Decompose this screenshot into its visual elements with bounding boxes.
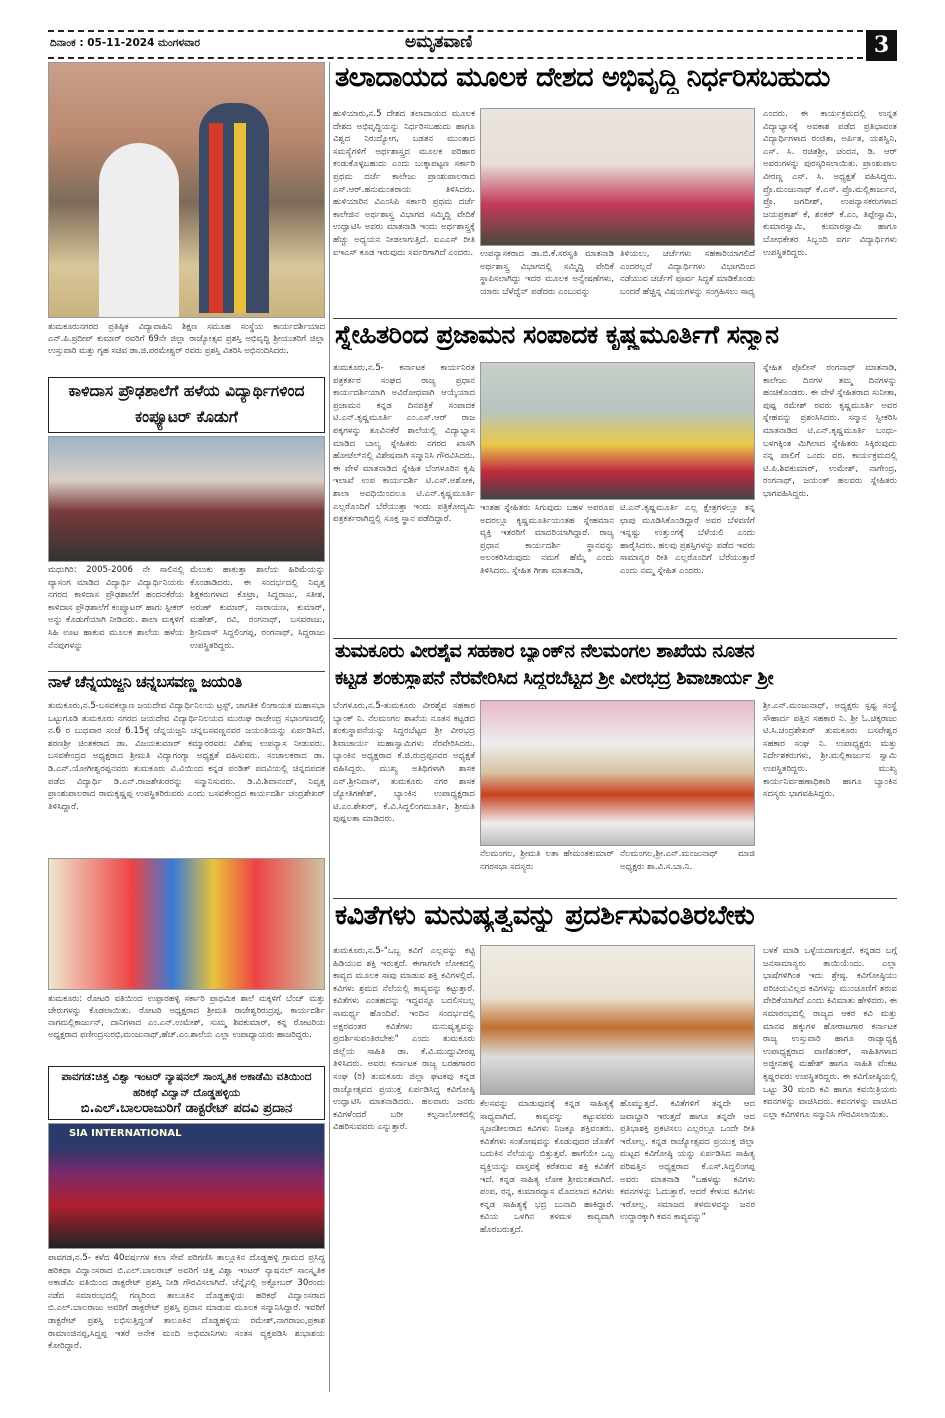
article-text: ಶ್ರೀ.ಎನ್.ಮಂಜುನಾಥ್, ಅಧ್ಯಕ್ಷರು ಸ್ಪಷ್ಟ ಸಂಸ್ಥೆ ಸೌಹಾರ್ದ ಪತ್ತಿನ ಸಹಕಾರ ನಿ. ಶ್ರೀ ಓ.ಚಿಕ್ಕರಾಜು ಟಿ.ಸಿ.ಚಂದ್ರಶೇಖರ್ ತುಮಕೂರು ಬಸವೇಶ್ವರ ಸಹಕಾರ ಸಂಘ ನಿ. ಉಪಾಧ್ಯಕ್ಷರು ಮತ್ತು ನಿರ್ದೇಶಕರುಗಳು, ಶ್ರೀ.ಮಲ್ಲಿಕಾರ್ಜುನ ಸ್ವಾಮಿ ಉಪಸ್ಥಿತರಿದ್ದರು. ಮುಖ್ಯ ಕಾರ್ಯನಿರ್ವಹಣಾಧಿಕಾರಿ ಹಾಗೂ ಬ್ಯಾಂಕಿನ ಸದಸ್ಯರು ಭಾಗವಹಿಸಿದ್ದರು. [763,701,897,800]
article-text: ಎಂದರು. ಈ ಕಾರ್ಯಕ್ರಮದಲ್ಲಿ ಉನ್ನತ ವಿದ್ಯಾಭ್ಯಾಸಕ್ಕೆ ಅವಕಾಶ ಪಡೆದ ಪ್ರತಿಭಾವಂತ ವಿದ್ಯಾರ್ಥಿಗಳಾದ ರಂಜಿತಾ, ಅರ್ಪಿತ, ಯಶಸ್ವಿನಿ, ಎಸ್. ಸಿ. ರಚಿತಶ್ರೀ, ಚಂದನ, ಡಿ. ಆರ್ ಅವರುಗಳನ್ನು ಪುರಸ್ಕರಿಸಲಾಯಿತು. ಪ್ರಾಂಶುಪಾಲ ವೀರಣ್ಣ ಎಸ್. ಸಿ. ಅಧ್ಯಕ್ಷತೆ ವಹಿಸಿದ್ದರು. ಪ್ರೊ.ಮಂಜುನಾಥ್ ಕೆ.ಎಸ್. ಪ್ರೊ.ಮಲ್ಲಿಕಾರ್ಜುನ, ಪ್ರೊ. ಜಗದೀಶ್, ಉಪನ್ಯಾಸಕರುಗಳಾದ ಜಯಪ್ರಕಾಶ್ ಕೆ, ಶಂಕರ್ ಕೆ.ಎಂ, ತಿಪ್ಪೇಸ್ವಾಮಿ, ಕುಮಾರಸ್ವಾಮಿ, ಕುಮಾರಸ್ವಾಮಿ ಹಾಗೂ ಬೋಧಕೇತರ ಸಿಬ್ಬಂದಿ ವರ್ಗ ವಿದ್ಯಾರ್ಥಿಗಳು ಉಪಸ್ಥಿತರಿದ್ದರು. [763,109,897,258]
article-text: ಮೆಲುಕು ಹಾಕುತ್ತಾ ಶಾಲೆಯ ಹಿರಿಮೆಯನ್ನು ಕೊಂಡಾಡಿದರು. ಈ ಸಂದರ್ಭದಲ್ಲಿ ನಿವೃತ್ತ ಶಿಕ್ಷಕರುಗಳಾದ ಕೊಟ್ರಾ, ಸಿದ್ದರಾಜು, ಸತೀಶ, ಅರುಣ್ ಕುಮಾರ್, ನಾರಾಯಣ, ಕುಮಾರ್, ಮಹೇಶ್, ರವಿ, ರಂಗನಾಥ್, ಬಸವರಾಜು, ಶ್ರೀನಿವಾಸ್ ಸಿದ್ದಲಿಂಗಪ್ಪ, ರಂಗನಾಥ್, ಸಿದ್ದರಾಜು ಉಪಸ್ಥಿತರಿದ್ದರು. [190,565,325,651]
article-text: ನೆಲಮಂಗಲ, ಶ್ರೀಮತಿ ಲತಾ ಹೇಮಂತಕುಮಾರ್ ನಗರಸಭಾ ಸದಸ್ಯರು [480,849,614,872]
photo-students-felicitation [480,108,755,246]
headline-text: ಪಾವಗಡ:ಚಿತ್ತ ವಿಶ್ವಾ ಇಂಟರ್ ನ್ಯಾಷನಲ್ ಸಾಂಸ್ಕೃತಿಕ ಅಕಾಡೆಮಿ ವತಿಯಿಂದ ಹರಿಕಥೆ ವಿದ್ವಾನ್ ದೊಡ್ಡಹಳ್ಳಿಯ [61,1071,312,1099]
article-text: ಟಿ.ಎನ್.ಕೃಷ್ಣಮೂರ್ತಿ ಎಲ್ಲ ಕ್ಷೇತ್ರಗಳಲ್ಲೂ ತನ್ನ ಛಾಪು ಮೂಡಿಸಿಕೊಂಡಿದ್ದಾರೆ ಅವರ ಬೆಳವಣಿಗೆ ಇನ್ನಷ್ಟು ಉತ್ತುಂಗಕ್ಕೆ ಬೆಳೆಯಲಿ ಎಂದು ಹಾರೈಸಿದರು. ಹಲವು ಪ್ರಶಸ್ತಿಗಳನ್ನು ಪಡೆದ ಇವರು ಸಾಮಾನ್ಯರ ರೀತಿ ಎಲ್ಲರೊಂದಿಗೆ ಬೆರೆಯುತ್ತಾರೆ ಎಂದು ನಮ್ಮ ಸ್ನೇಹಿತ ಎಂದರು. [620,503,755,576]
headline-per-capita: ತಲಾದಾಯದ ಮೂಲಕ ದೇಶದ ಅಭಿವೃದ್ಧಿ ನಿರ್ಧರಿಸಬಹುದು [335,62,830,93]
article-text: ಹುಳಿಯಾರು,ನ.5 ದೇಶದ ತಲಾದಾಯದ ಮೂಲಕ ದೇಶದ ಅಭಿವೃದ್ಧಿಯನ್ನು ನಿರ್ಧರಿಸಬಹುದು ಹಾಗೂ ವಿಶ್ವದ ನಿರುದ್ಯೋಗ, ಬಡತನ ಮುಂತಾದ ಸಮಸ್ಯೆಗಳಿಗೆ ಅರ್ಥಶಾಸ್ತ್ರದ ಮೂಲಕ ಪರಿಹಾರ ಕಂಡುಕೊಳ್ಳಬಹುದು ಎಂದು ಬುಕ್ಕಾಪಟ್ಟಣ ಸರ್ಕಾರಿ ಪ್ರಥಮ ದರ್ಜೆ ಕಾಲೇಜು ಪ್ರಾಂಶುಪಾಲರಾದ ಎಸ್.ಆರ್.ಹನುಮಂತರಾಯ ತಿಳಿಸಿದರು. ಹುಳಿಯಾರಿನ ವಿಎಂಸಿಪಿ ಸರ್ಕಾರಿ ಪ್ರಥಮ ದರ್ಜೆ ಕಾಲೇಜಿನ ಅರ್ಥಶಾಸ್ತ್ರ ವಿಭಾಗದ ಸಮ್ಮಿದ್ದಿ ವೇದಿಕೆ ಉದ್ಘಾಟಿಸಿ ಅವರು ಮಾತನಾಡಿ ಇಂದು ಅರ್ಥಶಾಸ್ತ್ರಕ್ಕೆ ಹೆಚ್ಚು ಅಧ್ಯಯನ ನೀಡಲಾಗುತ್ತಿದೆ. ಐಎಎಸ್ ರೀತಿ ಐಇಎಸ್ ಕೂಡ ಇರುವುದು ಸರ್ವರಿಗಾಗಿದೆ ಎಂದರು. [333,109,475,258]
headline-doctorate [48,1066,325,1120]
photo-doctorate [48,1123,325,1249]
article-text: ಬೆಂಗಳೂರು,ನ.5-ತುಮಕೂರು ವೀರಶೈವ ಸಹಕಾರ ಬ್ಯಾಂಕ್ ನಿ. ನೆಲಮಂಗಲ ಶಾಖೆಯ ನೂತನ ಕಟ್ಟಡದ ಶಂಕುಸ್ಥಾಪನೆಯನ್ನು ಸಿದ್ದರಬೆಟ್ಟದ ಶ್ರೀ ವೀರಭದ್ರ ಶಿವಾಚಾರ್ಯ ಮಹಾಸ್ವಾಮಿಗಳು ನೆರವೇರಿಸಿದರು. ಬ್ಯಾಂಕಿನ ಅಧ್ಯಕ್ಷರಾದ ಕೆ.ಜಿ.ರುದ್ರಪ್ಪನವರ ಅಧ್ಯಕ್ಷತೆ ವಹಿಸಿದ್ದರು. ಮುಖ್ಯ ಅತಿಥಿಗಳಾಗಿ ಶಾಸಕ ಎನ್.ಶ್ರೀನಿವಾಸ್, ತುಮಕೂರು ನಗರ ಶಾಸಕ ಜ್ಯೋತಿಗಣೇಶ್, ಬ್ಯಾಂಕಿನ ಉಪಾಧ್ಯಕ್ಷರಾದ ಟಿ.ಎಂ.ಶೇಖರ್, ಕೆ.ವಿ.ಸಿದ್ದಲಿಂಗಮೂರ್ತಿ, ಶ್ರೀಮತಿ ಪುಷ್ಪಲತಾ ಮಾಡಿದರು. [333,701,475,825]
headline-bank-branch: ತುಮಕೂರು ವೀರಶೈವ ಸಹಕಾರ ಬ್ಯಾಂಕ್‌ನ ನೆಲಮಂಗಲ ಶಾಖೆಯ ನೂತನ [335,640,755,662]
article-text: ಕೆಲಸವನ್ನು ಮಾಡುವುದಕ್ಕೆ ಕನ್ನಡ ಸಾಹಿತ್ಯಕ್ಕೆ ಸಾಧ್ಯವಾಗಿದೆ. ಕಾವ್ಯವನ್ನು ಕಟ್ಟುವವರು ಸೃಜನಶೀಲರಾದ ಕವಿಗಳು ನಿಜಕ್ಕೂ ಶಕ್ತಿವಂತರು. ಕವಿತೆಗಳು ಸಂತೋಷವನ್ನು ಕೊಡುವುದರ ಜೊತೆಗೆ ಬದುಕಿನ ನೆಲೆಯನ್ನು ಬಿತ್ತುತ್ತವೆ. ಹಾಗೆಯೇ ಒಬ್ಬ ವ್ಯಕ್ತಿಯನ್ನು ವಾಸ್ತವಕ್ಕೆ ಕರೆತರುವ ಶಕ್ತಿ ಕವಿತೆಗೆ ಇದೆ. ಕನ್ನಡ ಸಾಹಿತ್ಯ ಲೋಕ ಶ್ರೀಮಂತವಾಗಿದೆ. ಪಂಪ, ರನ್ನ, ಕುಮಾರವ್ಯಾಸ ಮೊದಲಾದ ಕವಿಗಳು ಕನ್ನಡ ಸಾಹಿತ್ಯಕ್ಕೆ ಭದ್ರ ಬುನಾದಿ ಹಾಕಿದ್ದಾರೆ. ಕವಿಯ ಒಳಗಿನ ತಳಮಳ ಕಾವ್ಯವಾಗಿ ಹೊರಬರುತ್ತದೆ. [480,1099,614,1235]
photo-award-ceremony [48,62,325,318]
divider [333,898,897,899]
issue-date: ದಿನಾಂಕ : 05-11-2024 ಮಂಗಳವಾರ [50,37,201,49]
photo-computer-donation [48,436,325,562]
article-text: ಸ್ನೇಹಿತ ಪೊಲೀಸ್ ರಂಗನಾಥ್ ಮಾತನಾಡಿ, ಕಾಲೇಜು ದಿನಗಳ ತಮ್ಮ ದಿನಗಳನ್ನು ಹಂಚಿಕೊಂಡರು. ಈ ವೇಳೆ ಸ್ನೇಹಿತರಾದ ಸುನೀತಾ, ಪುಷ್ಪ ರಮೇಶ್ ರವರು ಕೃಷ್ಣಮೂರ್ತಿ ಅವರ ಸ್ನೇಹವನ್ನು ಪ್ರಶಂಸಿಸಿದರು. ಸನ್ಮಾನ ಸ್ವೀಕರಿಸಿ ಮಾತನಾಡಿದ ಟಿ.ಎನ್.ಕೃಷ್ಣಮೂರ್ತಿ ಬಂಧು-ಬಳಗಕ್ಕಿಂತ ಮಿಗಿಲಾದ ಸ್ನೇಹಿತರು ಸಿಕ್ಕಿರುವುದು ನನ್ನ ಪಾಲಿಗೆ ಒಂದು ವರ. ಕಾರ್ಯಕ್ರಮದಲ್ಲಿ ಟಿ.ಪಿ.ಶಿವಕುಮಾರ್, ಉಮೇಶ್, ನಾಗೇಂದ್ರ, ರಂಗನಾಥ್, ಜಯಂತ್ ಹಲವರು ಸ್ನೇಹಿತರು ಭಾಗವಹಿಸಿದ್ದರು. [763,363,897,499]
article-text: ತುಮಕೂರು,ನ.5- ಕರ್ನಾಟಕ ಕಾರ್ಯನಿರತ ಪತ್ರಕರ್ತರ ಸಂಘದ ರಾಜ್ಯ ಪ್ರಧಾನ ಕಾರ್ಯದರ್ಶಿಯಾಗಿ ಅವಿರೋಧವಾಗಿ ಆಯ್ಕೆಯಾದ ಪ್ರಜಾಮನ ಕನ್ನಡ ದಿನಪತ್ರಿಕೆ ಸಂಪಾದಕ ಟಿ.ಎನ್.ಕೃಷ್ಣಮೂರ್ತಿ ಎಂ.ಎಸ್.ಆರ್ ರಾಜ ಪಕ್ಕಗಳನ್ನು ತೂವಿನಕೆರೆ ಶಾಲೆಯಲ್ಲಿ ವಿದ್ಯಾಭ್ಯಾಸ ಮಾಡಿದ ಬಾಲ್ಯ ಸ್ನೇಹಿತರು ನಗರದ ಖಾಸಗಿ ಹೋಟೆಲ್‌ನಲ್ಲಿ ವಿಶೇಷವಾಗಿ ಸನ್ಮಾನಿಸಿ ಗೌರವಿಸಿದರು. ಈ ವೇಳೆ ಮಾತನಾಡಿದ ಸ್ನೇಹಿತ ಬೆಂಗಳೂರಿನ ಕೃಷಿ ಇಲಾಖೆ ಉಪ ಕಾರ್ಯದರ್ಶಿ ಟಿ.ಎಸ್.ಅಶೋಕ, ಶಾಲಾ ಅವಧಿಯಿಂದಲೂ ಟಿ.ಎನ್.ಕೃಷ್ಣಮೂರ್ತಿ ಎಲ್ಲರೊಂದಿಗೆ ಬೆರೆಯುತ್ತಾ ಇಂದು ಪತ್ರಿಕೋದ್ಯಮಿ ಪತ್ರಕರ್ತರಾಗಿದ್ದಲ್ಲಿ ಸೂಕ್ತ ಸ್ಥಾನ ಪಡೆದಿದ್ದಾರೆ. [333,363,475,525]
article-text: ತುಮಕೂರು,ನ.5-ಬಸವಕಲ್ಯಾಣ ಜಯದೇವ ವಿದ್ಯಾರ್ಥಿನಿಲಯ ಟ್ರಸ್ಟ್, ಜಾಗತಿಕ ಲಿಂಗಾಯತ ಮಹಾಸಭಾ ಒಟ್ಟುಗೂಡಿ ತುಮಕೂರು ನಗರದ ಜಯದೇವ ವಿದ್ಯಾರ್ಥಿನಿಲಯದ ಮುರುಘ ರಾಜೇಂದ್ರ ಸಭಾಂಗಣದಲ್ಲಿ ನ.6 ರ ಬುಧವಾರ ಸಂಜೆ 6.15ಕ್ಕೆ ಚೆನ್ನಯಜ್ಜನಿ ಚನ್ನಬಸವಣ್ಣನವರ ಜಯಂತಿಯನ್ನು ಏರ್ಪಡಿಸಿದೆ. ಶರಣಶ್ರೀ ಚಿಂತಕರಾದ ಡಾ. ವಿಜಯಕುಮಾರ್ ಕಮ್ಮಾರರವರು ವಿಶೇಷ ಉಪನ್ಯಾಸ ನೀಡುವರು. ಬಸವಕೇಂದ್ರದ ಅಧ್ಯಕ್ಷರಾದ ಶ್ರೀಮತಿ ವಿದ್ಯಾಗಂಗ್ಯಾ ಅಧ್ಯಕ್ಷತೆ ವಹಿಸುವರು. ಸಂಚಾಲಕರಾದ ಡಾ. ಡಿ.ಎನ್.ಯೋಗೀಶ್ವರಪ್ಪನವರು ತುಮಕೂರು ವಿ.ವಿಯಿಂದ ಕನ್ನಡ ಪಂಡಿತ್ ಪದವಿಯಲ್ಲಿ ಚಿನ್ನದಪದಕ ಪಡೆದ ವಿದ್ಯಾರ್ಥಿ ಡಿ.ಎನ್.ರಾಜಶೇಖರರನ್ನು ಸನ್ಮಾನಿಸುವರು. ಡಿ.ವಿ.ಶಿವಾನಂದ್, ನಿವೃತ್ತ ಪ್ರಾಂಶುಪಾಲರಾದ ರಾಮಕೃಷ್ಣಪ್ಪ ಉಪಸ್ಥಿತರಿರುವರು ಎಂದು ಬಸವಕೇಂದ್ರದ ಕಾರ್ಯದರ್ಶಿ ಚಂದ್ರಶೇಖರ್ ತಿಳಿಸಿದ್ದಾರೆ. [48,701,325,812]
article-text: ತಿಳಿಯಲು, ಚರ್ಚೆಗಳು ಸಹಕಾರಿಯಾಗಲಿದೆ ಎಂದರಲ್ಲದೆ ವಿದ್ಯಾರ್ಥಿಗಳು ವಿಭಾಗದಿಂದ ನಡೆಯುವ ಚರ್ಚೆಗೆ ಪೂರ್ವ ಸಿದ್ಧತೆ ಮಾಡಿಕೊಂಡು ಬಂದರೆ ಹೆಚ್ಚಿನ್ನ ವಿಷಯಗಳನ್ನು ಸಂಗ್ರಹಿಸಲು ಸಾಧ್ಯ [620,249,755,297]
header-rule-bottom [48,57,863,59]
headline-krishnamurthy: ಸ್ನೇಹಿತರಿಂದ ಪ್ರಜಾಮನ ಸಂಪಾದಕ ಕೃಷ್ಣಮೂರ್ತಿಗೆ ಸನ್ಮಾನ [335,320,779,349]
article-text: ಉಪನ್ಯಾಸಕರಾದ ಡಾ.ಬಿ.ಕೆ.ಸರಸ್ವತಿ ಮಾತನಾಡಿ ಅರ್ಥಶಾಸ್ತ್ರ ವಿಭಾಗದಲ್ಲಿ ಸಮ್ಮಿದ್ದಿ ವೇದಿಕೆ ಸ್ಥಾಪಿಸಲಾಗಿದ್ದು ಇದರ ಮೂಲಕ ಅನ್ವೇಷಣೆಗಳು, ಯಾರು ಬೆಳೆದ್ವೆನ್ ಪಡೆದರು ಎಂಬುವನ್ನು [480,249,614,297]
banner-text: SIA INTERNATIONAL [69,1128,182,1139]
headline-jayanti: ನಾಳೆ ಚೆನ್ನಯಜ್ಜನಿ ಚನ್ನಬಸವಣ್ಣ ಜಯಂತಿ [48,673,242,691]
photo-caption: ತುಮಕೂರು: ರೋಟರಿ ವತಿಯಿಂದ ಉಪ್ಪಾರಹಳ್ಳಿ ಸರ್ಕಾರಿ ಪ್ರಾಥಮಿಕ ಶಾಲೆ ಮಕ್ಕಳಿಗೆ ಬೆಂಚ್ ಮತ್ತು ಚೇರುಗಳನ್ನು ಕೊಡಲಾಯಿತು. ರೋಟರಿ ಅಧ್ಯಕ್ಷರಾದ ಶ್ರೀಮತಿ ರಾಜೇಶ್ವರಿರುದ್ರಪ್ಪ, ಕಾರ್ಯದರ್ಶಿ ನಾಗಮಲ್ಲಿಕಾರ್ಜುನ್, ದಾನಿಗಳಾದ ಎಂ.ಎನ್.ಉಮೇಶ್, ಸುಮ್ಮ ಶಿವಕುಮಾರ್, ಕನ್ನ ರೋಟರಿಯ ಅಧ್ಯಕ್ಷರಾದ ಫಣೀಂದ್ರಸುರಭಿ,ಮಂಜುನಾಥ್,ಹೆಚ್.ಎಂ.ಶಾಲೆಯ ಎಲ್ಲಾ ಉಪಾಧ್ಯಾಯರು ಹಾಜರಿದ್ದರು. [48,993,325,1039]
headline-kalidasa [48,377,325,433]
article-text: ಇಂತಹ ಸ್ನೇಹಿತರು ಸಿಗುವುದು ಬಹಳ ಅಪರೂಪ ಅದರಲ್ಲೂ ಕೃಷ್ಣಮೂರ್ತಿಯಂತಹ ಸ್ನೇಹಮಾನ ವ್ಯಕ್ತಿ ಇತರರಿಗೆ ಮಾದರಿಯಾಗಿದ್ದಾರೆ. ರಾಜ್ಯ ಪ್ರಧಾನ ಕಾರ್ಯದರ್ಶಿ ಸ್ಥಾನವನ್ನು ಅಲಂಕರಿಸಿರುವುದು ನಮಗೆ ಹೆಮ್ಮೆ ಎಂದು ತಿಳಿಸಿದರು. ಸ್ನೇಹಿತ ಗೀತಾ ಮಾತನಾಡಿ, [480,503,614,576]
photo-caption: ತುಮಕೂರುನಗರದ ಪ್ರತಿಷ್ಠಿತ ವಿದ್ಯಾವಾಹಿನಿ ಶಿಕ್ಷಣ ಸಮೂಹ ಸಂಸ್ಥೆಯ ಕಾರ್ಯದರ್ಶಿಯಾದ ಎನ್.ಪಿ.ಪ್ರದೀಪ್ ಕುಮಾರ್ ರವರಿಗೆ 69ನೇ ಜಿಲ್ಲಾ ರಾಜ್ಯೋತ್ಸವ ಪ್ರಶಸ್ತಿ ಅಭಿವೃದ್ಧಿ ಶ್ರೀಯುತರಿಗೆ ಜಿಲ್ಲಾ ಉಸ್ತುವಾರಿ ಮತ್ತು ಗೃಹ ಸಚಿವ ಡಾ.ಜಿ.ಪರಮೇಶ್ವರ್ ರವರು ಪ್ರಶಸ್ತಿ ವಿತರಿಸಿ ಅಭಿನಂದಿಸಿದರು. [48,321,325,355]
divider [48,671,325,672]
page-number: 3 [866,30,897,61]
photo-editor-felicitation [480,362,755,500]
article-text: ಬಳಕೆ ಮಾಡಿ ಒಳ್ಳೆಯದಾಗುತ್ತದೆ. ಕನ್ನಡದ ಬಗ್ಗೆ ಜನಸಾಮಾನ್ಯರು ತಾಯಿಯೆಂದು. ಎಲ್ಲಾ ಭಾಷೆಗಳಿಗಿಂತ ಇದು ಶ್ರೇಷ್ಠ. ಕವಿಗೋಷ್ಠಿಯು ಪರಿಚಯವಿಲ್ಲದ ಕವಿಗಳನ್ನು ಮುಂಚೂಣಿಗೆ ತರುವ ವೇದಿಕೆಯಾಗಿದೆ ಎಂದು ಕಿವಿಮಾತು ಹೇಳಿದರು. ಈ ಸಮಾರಂಭದಲ್ಲಿ ರಾಜ್ಯದ ಆಕರ ಕವಿ ಮತ್ತು ಮಾನವ ಹಕ್ಕುಗಳ ಹೋರಾಟಗಾರ ಕರ್ನಾಟಕ ರಾಜ್ಯ ಉಸ್ತುವಾರಿ ಹಾಗೂ ರಾಜ್ಯಾಧ್ಯಕ್ಷ ಉಪಾಧ್ಯಕ್ಷರಾದ ವಾಣಿಶಂಕರ್, ಸಾಹಿತಿಗಳಾದ ಅಜ್ಜೀನಹಳ್ಳಿ ಮಹೇಶ್ ಹಾಗೂ ಸಾಹಿತಿ ವೆಂಕಟ ಕೃಷ್ಣರವರು ಉಪಸ್ಥಿತರಿದ್ದರು. ಈ ಕವಿಗೋಷ್ಠಿಯಲ್ಲಿ ಒಟ್ಟು 30 ಮಂದಿ ಕವಿ ಹಾಗೂ ಕವಯಿತ್ರಿಯರು ಕವನಗಳನ್ನು ವಾಚಿಸಿದರು. ಕವನಗಳನ್ನು ವಾಚಿಸಿದ ಎಲ್ಲಾ ಕವಿಗಳಿಗೂ ಸನ್ಮಾನಿಸಿ ಗೌರವಿಸಲಾಯಿತು. [763,946,897,1120]
newspaper-name: ಅಮೃತವಾಣಿ [405,32,473,52]
headline-text: ಬಿ.ಎಲ್.ಬಾಲರಾಜುರಿಗೆ ಡಾಕ್ಟರೇಟ್ ಪದವಿ ಪ್ರದಾನ [80,1101,293,1116]
divider [333,638,897,639]
article-text: ಮಧುಗಿರಿ: 2005-2006 ನೇ ಸಾಲಿನಲ್ಲಿ ವ್ಯಾಸಂಗ ಮಾಡಿದ ವಿದ್ಯಾರ್ಥಿ ವಿದ್ಯಾರ್ಥಿನಿಯರು ನಗರದ ಕಾಳಿದಾಸ ಪ್ರೌಢಶಾಲೆಗೆ ಹಂದನಕೆರೆಯ ಕಾಳಿದಾಸ ಪ್ರೌಢಶಾಲೆಗೆ ಕಂಪ್ಯೂಟರ್ ಹಾಗು ಸ್ಪೀಕರ್ ಅನ್ನು ಕೊಡುಗೆಯಾಗಿ ನೀಡಿದರು. ಶಾಲಾ ಮಕ್ಕಳಿಗೆ ಸಿಹಿ ಊಟ ಹಾಕುವ ಮೂಲಕ ಶಾಲೆಯ ಹಳೆಯ ನೆನಪುಗಳನ್ನು [48,565,184,651]
column-divider [329,62,330,1392]
headline-bank-branch-line2: ಕಟ್ಟಡ ಶಂಕುಸ್ಥಾಪನೆ ನೆರವೇರಿಸಿದ ಸಿದ್ದರಬೆಟ್ಟದ ಶ್ರೀ ವೀರಭದ್ರ ಶಿವಾಚಾರ್ಯ ಶ್ರೀ [335,668,774,689]
photo-bench-donation [48,858,325,990]
photo-poetry-event [480,945,755,1095]
headline-text: ಕಾಳಿದಾಸ ಪ್ರೌಢಶಾಲೆಗೆ ಹಳೆಯ ವಿದ್ಯಾರ್ಥಿಗಳಿಂದ ಕಂಪ್ಯೂಟರ್ ಕೊಡುಗೆ [68,382,305,426]
article-text: ತುಮಕೂರು,ನ.5-"ಒಬ್ಬ ಕವಿಗೆ ಎಲ್ಲವನ್ನು ಕಟ್ಟಿ ಹಿಡಿಯುವ ಶಕ್ತಿ ಇರುತ್ತದೆ. ಈಗಾಗಲೇ ಲೋಕದಲ್ಲಿ ಕಾವ್ಯದ ಮೂಲಕ ಸಾವು ಮಾಡುವ ಶಕ್ತಿ ಕವಿಗಳಲ್ಲಿದೆ. ಕವಿಗಳು ಶ್ರಮದ ನೆಲೆಯಲ್ಲಿ ಕಾವ್ಯವನ್ನು ಕಟ್ಟುತ್ತಾರೆ. ಕವಿತೆಗಳು ಎಂತಹದನ್ನು ಇದ್ದವನ್ನೂ ಬದಲಿಸಬಲ್ಲ ಸಾಮರ್ಥ್ಯ ಹೊಂದಿವೆ. ಇಂದಿನ ಸಂದರ್ಭದಲ್ಲಿ ಅಕ್ಷರವಂತರ ಕವಿತೆಗಳು ಮನುಷ್ಯತ್ವವನ್ನು ಪ್ರದರ್ಶಿಸುವಂತಿರಬೇಕು" ಎಂದು ತುಮಕೂರು ಜಿಲ್ಲೆಯ ಸಾಹಿತಿ ಡಾ. ಕೆ.ವಿ.ಮುದ್ದುವೀರಪ್ಪ ತಿಳಿಸಿದರು. ಅವರು ಕರ್ನಾಟಕ ರಾಜ್ಯ ಬರಹಗಾರರ ಸಂಘ (ರಿ) ತುಮಕೂರು ಜಿಲ್ಲಾ ಘಟಕವು ಕನ್ನಡ ರಾಜ್ಯೋತ್ಸವದ ಪ್ರಯುಕ್ತ ಏರ್ಪಡಿಸಿದ್ದ ಕವಿಗೋಷ್ಠಿ ಉದ್ಘಾಟಿಸಿ ಮಾತನಾಡಿದರು. ಹಲವಾರು ಜನರು ಕವಿಗಳೆಂದರೆ ಬರೀ ಕಲ್ಪನಾಲೋಕದಲ್ಲಿ ವಿಹರಿಸುವವರು ಎನ್ನುತ್ತಾರೆ. [333,946,475,1133]
article-text: ಪಾವಗಡ,ನ.5- ಕಳೆದ 40ವರ್ಷಗಳ ಕಲಾ ಸೇವೆ ಪರಿಗಣಿಸಿ ತಾಲ್ಲೂಕಿನ ದೊಡ್ಡಹಳ್ಳಿ ಗ್ರಾಮದ ಪ್ರಸಿದ್ಧ ಹರಿಕಥಾ ವಿದ್ವಾಂಸರಾದ ಬಿ.ಎಲ್.ಬಾಲರಾಜ್ ಅವರಿಗೆ ಚಿತ್ತ ವಿಶ್ವಾ ಇಂಟರ್ ನ್ಯಾಷನಲ್ ಸಾಂಸ್ಕೃತಿಕ ಅಕಾಡೆಮಿ ವತಿಯಿಂದ ಡಾಕ್ಟರೇಟ್ ಪ್ರಶಸ್ತಿ ನೀಡಿ ಗೌರವಿಸಲಾಗಿದೆ. ಚೆನ್ನೈನಲ್ಲಿ ಅಕ್ಟೋಬರ್ 30ರಂದು ನಡೆದ ಸಮಾರಂಭದಲ್ಲಿ ಗಣ್ಯರಿಂದ ತಾಲೂಕಿನ ದೊಡ್ಡಹಳ್ಳಿಯ ಹರಿಕಥೆ ವಿದ್ವಾಂಸರಾದ ಬಿ.ಎಲ್.ಬಾಲರಾಜು ಅವರಿಗೆ ಡಾಕ್ಟರೇಟ್ ಪ್ರಶಸ್ತಿ ಪ್ರದಾನ ಮಾಡುವ ಮೂಲಕ ಸನ್ಮಾನಿಸಿದ್ದಾರೆ. ಇವರಿಗೆ ಡಾಕ್ಟರೇಟ್ ಪ್ರಶಸ್ತಿ ಲಭಿಸುತ್ತಿದ್ದಂತೆ ತಾಲೂಕಿನ ದೊಡ್ಡಹಳ್ಳಿಯ ರಮೇಶ್,ನಾಗರಾಜು,ಪ್ರಕಾಶ ರಾಮಾಂಜಿನಪ್ಪ,ಸಿದ್ದಪ್ಪ ಇತರೆ ಅನೇಕ ಮಂದಿ ಅಭಿಮಾನಿಗಳು ಸಂತಸ ವ್ಯಕ್ತಪಡಿಸಿ ಶುಭಾಶಯ ಕೋರಿದ್ದಾರೆ. [48,1253,325,1352]
headline-poetry: ಕವಿತೆಗಳು ಮನುಷ್ಯತ್ವವನ್ನು ಪ್ರದರ್ಶಿಸುವಂತಿರಬೇಕು [335,900,755,931]
article-text: ನೆಲಮಂಗಲ,ಶ್ರೀ.ಎನ್.ಮಂಜುನಾಥ್ ಮಾಜಿ ಅಧ್ಯಕ್ಷರು ಶಾ.ವಿ.ಸ.ಬಾ.ನಿ. [620,849,755,872]
divider [333,318,897,319]
photo-foundation-stone [480,700,755,846]
article-text: ಹೊಮ್ಮುತ್ತದೆ. ಕವಿತೆಗಳಿಗೆ ತನ್ನದೇ ಆದ ಜವಾಬ್ದಾರಿ ಇರುತ್ತದೆ ಹಾಗೂ ತನ್ನದೇ ಆದ ಪ್ರತಿಭಾಶಕ್ತಿ ಪ್ರಕಟಿಸಲು ಎಲ್ಲರಲ್ಲೂ ಒಂದೇ ರೀತಿ ಇರೋಲ್ಲ. ಕನ್ನಡ ರಾಜ್ಯೋತ್ಸವದ ಪ್ರಯುಕ್ತ ಜಿಲ್ಲಾ ಮಟ್ಟದ ಕವಿಗೋಷ್ಠಿ ಯನ್ನು ಏರ್ಪಡಿಸಿದ ಸಾಹಿತ್ಯ ಪರಿಷತ್ತಿನ ಅಧ್ಯಕ್ಷರಾದ ಕೆ.ಎಸ್.ಸಿದ್ದಲಿಂಗಪ್ಪ ಅವರು ಮಾತನಾಡಿ "ಬಹಳಷ್ಟು ಕವಿಗಳು ಕವನಗಳನ್ನು ಓದುತ್ತಾರೆ. ಆದರೆ ಕೇಳುವ ಕವಿಗಳು ಇರೋಲ್ಲ. ಸಮಾಜದ ತಳಮಳವನ್ನು ಜನರ ಉದ್ಧಾರಕ್ಕಾಗಿ ಕವನ ಕಾವ್ಯವನ್ನು" [620,1099,755,1223]
